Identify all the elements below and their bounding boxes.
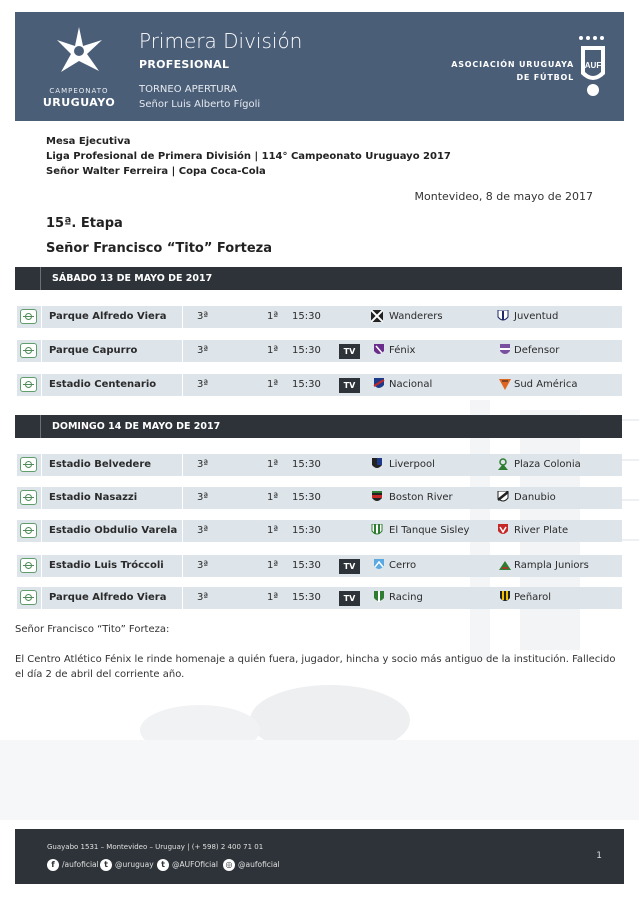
- defensor-crest-icon: [499, 344, 511, 357]
- row-separator: [41, 520, 42, 542]
- match-division: 3ª: [197, 345, 209, 356]
- header-title: Primera División: [139, 29, 303, 53]
- instagram-link[interactable]: [223, 858, 280, 872]
- row-separator: [182, 487, 183, 509]
- match-division: 3ª: [197, 492, 209, 503]
- match-row[interactable]: [17, 587, 622, 609]
- match-time: 15:30: [292, 459, 321, 470]
- header-banner: [15, 12, 624, 121]
- facebook-handle: /aufoficial: [62, 860, 99, 869]
- match-away-team: Sud América: [514, 379, 578, 390]
- match-division: 3ª: [197, 379, 209, 390]
- day-header-tab: [15, 415, 41, 438]
- match-venue: Estadio Obdulio Varela: [49, 525, 178, 536]
- match-time: 15:30: [292, 345, 321, 356]
- match-time: 15:30: [292, 311, 321, 322]
- twitter-handle-auf: @AUFOficial: [172, 860, 218, 869]
- soccer-field-icon: [20, 309, 37, 324]
- row-separator: [182, 587, 183, 609]
- soccer-field-icon: [20, 377, 37, 392]
- row-separator: [182, 374, 183, 396]
- soccer-field-icon: [20, 590, 37, 605]
- match-row[interactable]: [17, 520, 622, 542]
- match-venue: Parque Alfredo Viera: [49, 311, 167, 322]
- match-away-team: Peñarol: [514, 592, 552, 603]
- match-time: 15:30: [292, 560, 321, 571]
- match-venue: Parque Capurro: [49, 345, 138, 356]
- day-header-label: DOMINGO 14 DE MAYO DE 2017: [52, 421, 221, 432]
- homage-title: Señor Francisco “Tito” Forteza: [46, 241, 273, 256]
- day-header-tab: [15, 267, 41, 290]
- row-separator: [41, 454, 42, 476]
- header-subtitle: PROFESIONAL: [139, 58, 230, 71]
- tv-badge: TV: [339, 591, 360, 606]
- footer-address: Guayabo 1531 – Montevideo – Uruguay | (+ 598) 2 400 71 01: [47, 843, 264, 851]
- match-home-team: El Tanque Sisley: [389, 525, 470, 536]
- match-division: 3ª: [197, 525, 209, 536]
- row-separator: [182, 340, 183, 362]
- liverpool-crest-icon: [371, 458, 383, 471]
- row-separator: [41, 374, 42, 396]
- row-separator: [41, 555, 42, 577]
- row-separator: [41, 587, 42, 609]
- match-venue: Estadio Belvedere: [49, 459, 152, 470]
- association-name: [451, 58, 574, 84]
- day-header-saturday: [15, 267, 622, 290]
- soccer-field-icon: [20, 490, 37, 505]
- auf-crest-icon: [576, 34, 610, 98]
- match-round: 1ª: [267, 345, 279, 356]
- match-time: 15:30: [292, 592, 321, 603]
- instagram-handle: @aufoficial: [238, 860, 280, 869]
- meta-line-1: Mesa Ejecutiva: [46, 136, 131, 147]
- twitter-link[interactable]: [100, 858, 154, 872]
- match-away-team: River Plate: [514, 525, 569, 536]
- row-separator: [182, 555, 183, 577]
- match-venue: Estadio Nasazzi: [49, 492, 138, 503]
- match-away-team: Plaza Colonia: [514, 459, 581, 470]
- footer: [15, 829, 624, 884]
- fenix-crest-icon: [373, 344, 385, 357]
- row-separator: [182, 454, 183, 476]
- twitter-icon: t: [157, 859, 169, 871]
- match-time: 15:30: [292, 379, 321, 390]
- soccer-field-icon: [20, 457, 37, 472]
- row-separator: [182, 520, 183, 542]
- danubio-crest-icon: [497, 491, 509, 504]
- meta-line-2: Liga Profesional de Primera División | 114° Campeonato Uruguayo 2017: [46, 151, 451, 162]
- racing-crest-icon: [373, 591, 385, 604]
- match-home-team: Wanderers: [389, 311, 443, 322]
- match-round: 1ª: [267, 311, 279, 322]
- juventud-crest-icon: [497, 310, 509, 323]
- twitter-icon: t: [100, 859, 112, 871]
- tournament-name: TORNEO APERTURA: [139, 84, 237, 95]
- match-away-team: Danubio: [514, 492, 556, 503]
- match-home-team: Fénix: [389, 345, 416, 356]
- star-logo-icon: [49, 24, 109, 84]
- match-away-team: Rampla Juniors: [514, 560, 589, 571]
- soccer-field-icon: [20, 558, 37, 573]
- match-venue: Parque Alfredo Viera: [49, 592, 167, 603]
- facebook-icon: f: [47, 859, 59, 871]
- match-venue: Estadio Luis Tróccoli: [49, 560, 164, 571]
- day-header-sunday: [15, 415, 622, 438]
- soccer-field-icon: [20, 343, 37, 358]
- match-row[interactable]: [17, 454, 622, 476]
- match-round: 1ª: [267, 560, 279, 571]
- match-row[interactable]: [17, 374, 622, 396]
- association-line1: ASOCIACIÓN URUGUAYA: [451, 60, 574, 69]
- match-time: 15:30: [292, 492, 321, 503]
- day-header-label: SÁBADO 13 DE MAYO DE 2017: [52, 273, 213, 284]
- twitter-link-auf[interactable]: [157, 858, 218, 872]
- match-round: 1ª: [267, 592, 279, 603]
- wanderers-crest-icon: [371, 310, 383, 323]
- logo-text-uruguayo: URUGUAYO: [42, 96, 116, 109]
- tribute-body: El Centro Atlético Fénix le rinde homenaje a quién fuera, jugador, hincha y socio más antiguo de la institución. Fallecido el día 2 de abril del corriente año.: [15, 654, 616, 680]
- match-row[interactable]: [17, 555, 622, 577]
- document-meta: [46, 134, 451, 179]
- svg-text:AUF: AUF: [584, 61, 602, 70]
- match-row[interactable]: [17, 487, 622, 509]
- match-division: 3ª: [197, 459, 209, 470]
- tv-badge: TV: [339, 344, 360, 359]
- soccer-field-icon: [20, 523, 37, 538]
- match-division: 3ª: [197, 592, 209, 603]
- plaza-colonia-crest-icon: [497, 458, 509, 471]
- match-row[interactable]: [17, 340, 622, 362]
- etapa-title: 15ª. Etapa: [46, 216, 123, 231]
- nacional-crest-icon: [373, 378, 385, 391]
- match-division: 3ª: [197, 311, 209, 322]
- match-round: 1ª: [267, 492, 279, 503]
- tournament-honoree: Señor Luis Alberto Fígoli: [139, 99, 261, 110]
- boston-river-crest-icon: [371, 491, 383, 504]
- sud-america-crest-icon: [499, 378, 511, 391]
- match-division: 3ª: [197, 560, 209, 571]
- match-home-team: Boston River: [389, 492, 453, 503]
- match-away-team: Defensor: [514, 345, 560, 356]
- match-home-team: Cerro: [389, 560, 417, 571]
- match-home-team: Liverpool: [389, 459, 435, 470]
- match-round: 1ª: [267, 459, 279, 470]
- el-tanque-sisley-crest-icon: [371, 524, 383, 537]
- instagram-icon: ◎: [223, 859, 235, 871]
- association-line2: DE FÚTBOL: [516, 73, 574, 82]
- logo-text-campeonato: CAMPEONATO: [49, 87, 109, 95]
- meta-line-3: Señor Walter Ferreira | Copa Coca-Cola: [46, 166, 266, 177]
- penarol-crest-icon: [499, 591, 511, 604]
- match-home-team: Nacional: [389, 379, 433, 390]
- river-plate-crest-icon: [497, 524, 509, 537]
- match-row[interactable]: [17, 306, 622, 328]
- cerro-crest-icon: [373, 559, 385, 572]
- row-separator: [41, 487, 42, 509]
- tv-badge: TV: [339, 378, 360, 393]
- match-round: 1ª: [267, 379, 279, 390]
- rampla-juniors-crest-icon: [499, 559, 511, 572]
- match-time: 15:30: [292, 525, 321, 536]
- row-separator: [41, 340, 42, 362]
- row-separator: [41, 306, 42, 328]
- match-venue: Estadio Centenario: [49, 379, 157, 390]
- row-separator: [182, 306, 183, 328]
- document-date: Montevideo, 8 de mayo de 2017: [414, 190, 593, 203]
- page-number: 1: [596, 851, 602, 861]
- twitter-handle: @uruguay: [115, 860, 154, 869]
- tribute-title: Señor Francisco “Tito” Forteza:: [15, 624, 170, 635]
- match-home-team: Racing: [389, 592, 423, 603]
- facebook-link[interactable]: [47, 858, 99, 872]
- match-away-team: Juventud: [514, 311, 559, 322]
- campeonato-logo: [39, 24, 119, 110]
- tv-badge: TV: [339, 559, 360, 574]
- match-round: 1ª: [267, 525, 279, 536]
